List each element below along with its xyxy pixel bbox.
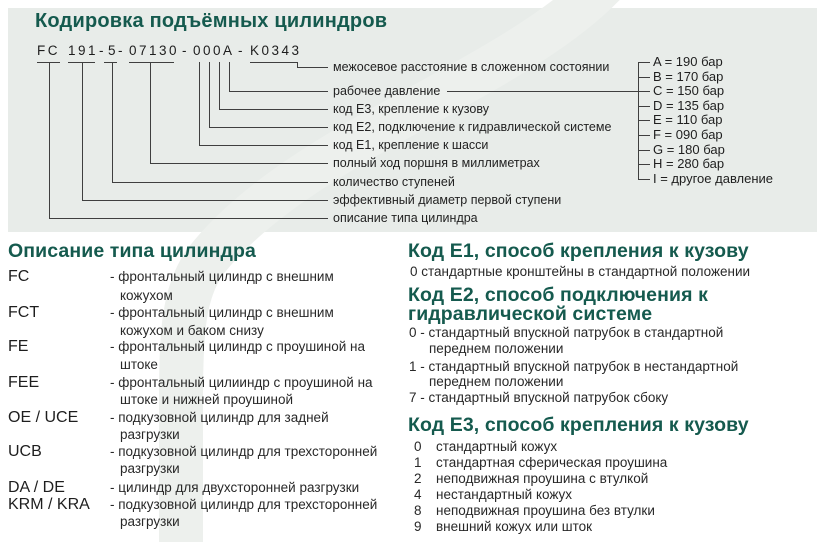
connector-line [638,179,650,180]
type-desc-line: разгрузки [120,514,180,529]
e2-heading-line2: гидравлической системе [408,303,653,325]
connector-line [104,62,117,63]
code-group-000a: 000A [193,43,235,58]
e3-heading: Код Е3, способ крепления к кузову [408,414,749,436]
connector-line [209,62,210,128]
type-desc-line: - подкузовной цилиндр для задней [110,410,329,425]
type-code: KRM / KRA [8,496,90,513]
connector-line [447,91,638,92]
e2-heading-line1: Код Е2, способ подключения к [408,284,708,306]
e3-item-num: 1 [414,455,422,470]
type-desc-line: - цилиндр для двухсторонней разгрузки [110,480,360,495]
e2-item-line: 0 - стандартный впускной патрубок в стандартной [409,325,724,340]
connector-line [112,62,113,183]
connector-line [638,106,650,107]
e3-item-text: внешний кожух или шток [436,519,593,534]
code-label-e2: код Е2, подключение к гидравлической системе [333,120,612,134]
e1-heading: Код Е1, способ крепления к кузову [408,240,749,262]
page-title: Кодировка подъёмных цилиндров [35,10,388,32]
connector-line [638,91,650,92]
connector-line [638,164,650,165]
connector-line [209,127,328,128]
code-group-07130: 07130 [129,43,180,58]
type-desc-line: кожухом [120,288,173,303]
code-label-e3: код Е3, крепление к кузову [333,102,489,116]
connector-line [150,62,151,164]
e3-item-text: нестандартный кожух [436,487,573,502]
connector-line [49,218,328,219]
code-label-work-pressure: рабочее давление [333,84,441,98]
code-dash: - [182,43,189,58]
connector-line [638,62,650,63]
connector-line [112,182,328,183]
connector-line [49,62,50,219]
connector-line [199,145,328,146]
type-code: DA / DE [8,479,65,496]
code-label-stages: количество ступеней [333,175,455,189]
pressure-item-b: B = 170 бар [653,69,724,84]
connector-line [82,200,328,201]
connector-line [150,163,328,164]
e2-item-line: 1 - стандартный впускной патрубок в нестандартной [409,359,739,374]
code-group-fc: FC [37,43,60,58]
connector-line [229,91,328,92]
e3-item-num: 0 [414,439,422,454]
type-desc-line: - подкузовной цилиндр для трехсторонней [110,497,378,512]
e2-item-line: 7 - стандартный впускной патрубок сбоку [409,390,669,405]
code-label-e1: код Е1, крепление к шасси [333,138,489,152]
pressure-item-h: H = 280 бар [653,156,725,171]
type-desc-line: штоке и нижней проушиной [120,392,294,407]
connector-line [219,109,328,110]
e3-item-num: 8 [414,503,422,518]
code-group-k0343: K0343 [250,43,302,58]
connector-line [638,120,650,121]
type-code: UCB [8,443,42,460]
code-label-diameter: эффективный диаметр первой ступени [333,193,562,207]
code-label-axle-distance: межосевое расстояние в сложенном состоянии [333,60,610,74]
type-code: FE [8,338,29,355]
type-desc-line: кожухом и баком снизу [120,323,264,338]
type-desc-line: - фронтальный цилииндр с проушиной на [110,375,373,390]
pressure-item-f: F = 090 бар [653,127,723,142]
code-dash: - [118,43,125,58]
type-code: OE / UCE [8,409,79,426]
code-group-5: 5 [108,43,119,58]
connector-line [638,150,650,151]
type-desc-line: - подкузовной цилиндр для трехсторонней [110,444,378,459]
pressure-item-d: D = 135 бар [653,98,725,113]
code-group-191: 191 [68,43,99,58]
connector-line [229,62,230,92]
type-desc-line: разгрузки [120,461,180,476]
connector-line [82,62,83,201]
e2-item-line: переднем положении [429,341,564,356]
type-code: FEE [8,374,40,391]
e3-item-text: неподвижная проушина с втулкой [436,471,649,486]
type-desc-line: - фронтальный цилиндр с внешним [110,305,334,320]
connector-line [297,67,328,68]
e1-item: 0 стандартные кронштейны в стандартной положении [410,264,751,279]
e3-item-text: неподвижная проушина без втулки [436,503,655,518]
type-desc-line: - фронтальный цилиндр с внешним [110,269,334,284]
connector-line [199,62,200,146]
e3-item-num: 2 [414,471,422,486]
code-label-stroke: полный ход поршня в миллиметрах [333,156,540,170]
type-desc-line: - фронтальный цилиндр с проушиной на [110,339,366,354]
connector-line [250,62,298,63]
connector-line [219,62,220,110]
type-code: FCT [8,304,40,321]
pressure-item-g: G = 180 бар [653,142,725,157]
type-desc-line: разгрузки [120,427,180,442]
connector-line [638,135,650,136]
connector-line [638,77,650,78]
code-label-type: описание типа цилиндра [333,211,478,225]
e3-item-num: 9 [414,519,422,534]
code-dash: - [238,43,245,58]
pressure-bracket [638,62,639,180]
pressure-item-c: C = 150 бар [653,83,725,98]
e2-item-line: переднем положении [429,374,564,389]
type-code: FC [8,268,30,285]
e3-item-text: стандартный кожух [436,439,558,454]
e3-item-text: стандартная сферическая проушина [436,455,668,470]
pressure-item-i: I = другое давление [653,171,774,186]
type-desc-line: штоке [120,357,158,372]
pressure-item-a: A = 190 бар [653,54,723,69]
types-heading: Описание типа цилиндра [8,240,256,262]
pressure-item-e: E = 110 бар [653,112,723,127]
connector-line [129,62,174,63]
code-dash: - [99,43,106,58]
e3-item-num: 4 [414,487,422,502]
